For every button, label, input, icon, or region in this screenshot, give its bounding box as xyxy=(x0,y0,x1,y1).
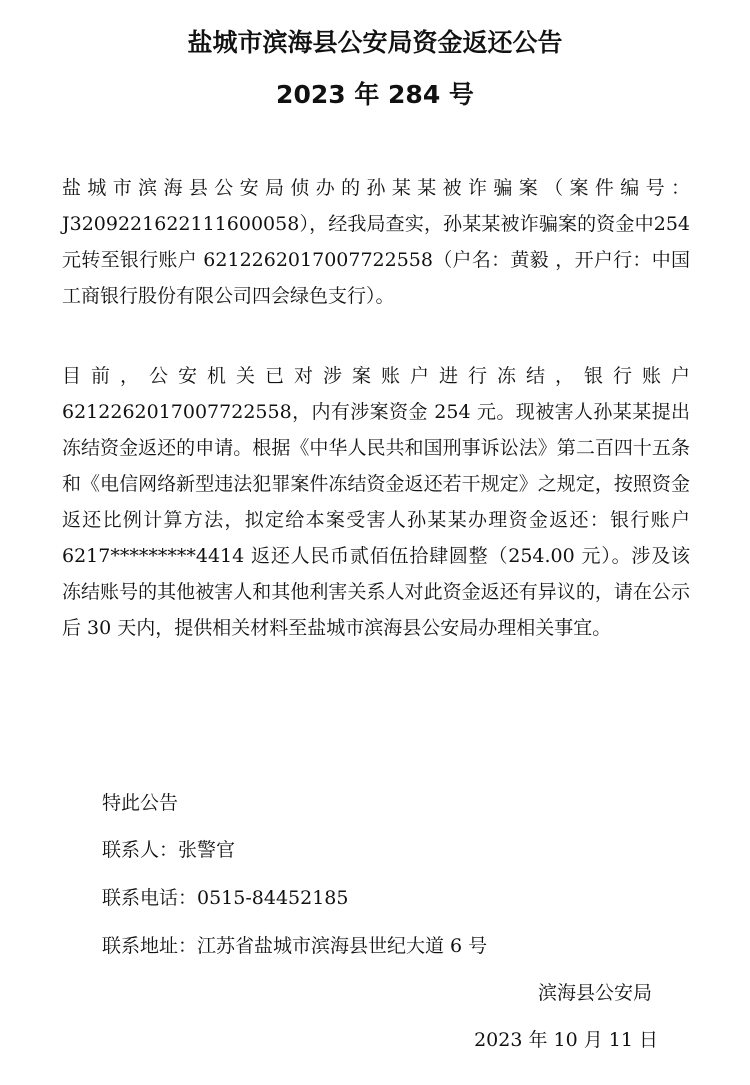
issue-date: 2023 年 10 月 11 日 xyxy=(474,1029,658,1051)
notice-number: 2023 年 284 号 xyxy=(276,80,474,109)
issuer-signature: 滨海县公安局 xyxy=(537,982,652,1004)
notice-title: 盐城市滨海县公安局资金返还公告 xyxy=(187,28,563,57)
contact-person: 联系人：张警官 xyxy=(102,839,236,861)
notice-closing: 特此公告 xyxy=(102,792,179,814)
notice-paragraph-2: 目前，公安机关已对涉案账户进行冻结，银行账户6212262017007722558，内有涉案资金 254 元。现被害人孙某某提出冻结资金返还的申请。根据《中华人民共和国刑事诉讼法》第二百四十五条和《电信网络新型违法犯罪案件冻结资金返还若干规定》之规定，按照资金返还比例计算方法，拟定给本案受害人孙某某办理资金返还：银行账户 6217*********4414 返还人民币贰佰伍拾肆圆整（254.00 元）。涉及该冻结账号的其他被害人和其他利害关系人对此资金返还有异议的，请在公示后 30 天内，提供相关材料至盐城市滨海县公安局办理相关事宜。 xyxy=(62,365,690,639)
notice-paragraph-1: 盐城市滨海县公安局侦办的孙某某被诈骗案（案件编号：J3209221622111600058），经我局查实，孙某某被诈骗案的资金中254 元转至银行账户 6212262017007722558（户名：黄毅 ，开户行：中国工商银行股份有限公司四会绿色支行）。 xyxy=(62,177,690,307)
contact-phone: 联系电话：0515-84452185 xyxy=(102,887,349,909)
contact-address: 联系地址：江苏省盐城市滨海县世纪大道 6 号 xyxy=(102,935,488,957)
